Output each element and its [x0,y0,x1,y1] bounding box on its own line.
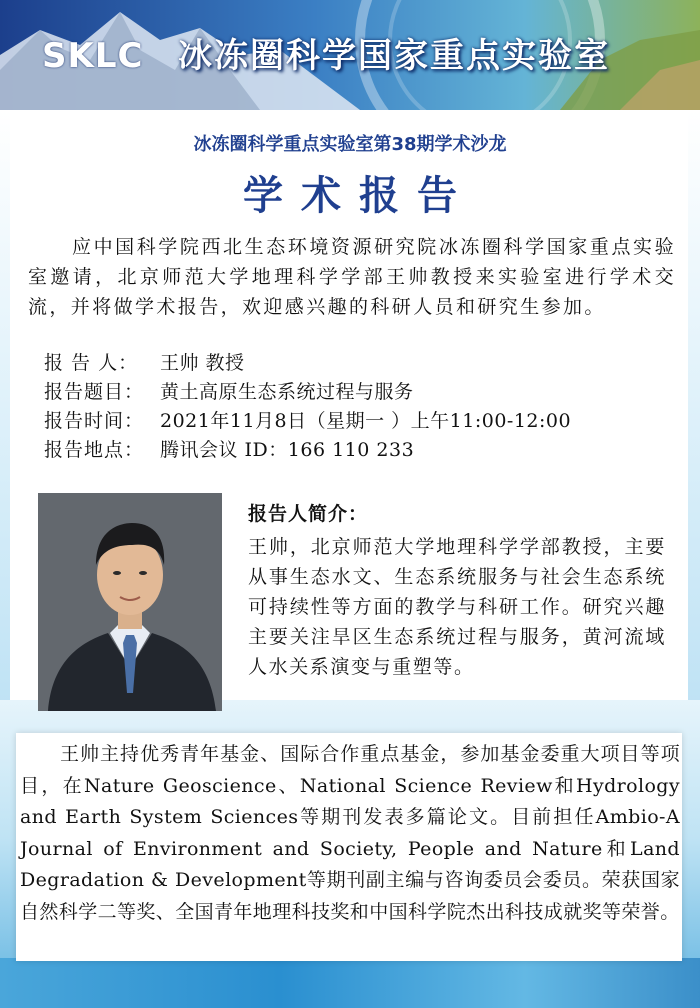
speaker-photo [38,493,222,711]
report-info [44,349,664,465]
info-label: 报告时间： [44,410,145,432]
bottom-bar [0,958,700,1008]
intro-paragraph: 应中国科学院西北生态环境资源研究院冰冻圈科学国家重点实验室邀请，北京师范大学地理科学学部王帅教授来实验室进行学术交流，并将做学术报告，欢迎感兴趣的科研人员和研究生参加。 [28,236,676,318]
speaker-portrait-icon [38,493,222,711]
bio-paragraph: 王帅，北京师范大学地理科学学部教授，主要从事生态水文、生态系统服务与社会生态系统可持续性等方面的教学与科研工作。研究兴趣主要关注旱区生态系统过程与服务，黄河流域人水关系演变与重塑等。 [248,536,666,678]
info-label: 报 告 人： [44,352,139,374]
logo-text: SKLC [42,36,144,76]
info-time [44,407,664,436]
info-value: 2021年11月8日（星期一 ）上午11:00-12:00 [160,410,572,432]
info-label: 报告题目： [44,381,145,403]
info-label: 报告地点： [44,439,145,461]
page-title: 学术报告 [243,173,475,219]
info-value: 腾讯会议 ID：166 110 233 [160,439,415,461]
info-value: 王帅 教授 [160,352,245,374]
header-banner [0,0,700,110]
sklc-logo [42,32,164,80]
info-location [44,436,664,465]
lab-name: 冰冻圈科学国家重点实验室 [178,36,610,76]
achievements-paragraph: 王帅主持优秀青年基金、国际合作重点基金，参加基金委重大项目等项目，在Nature Geoscience、National Science Review和Hydrology and Earth System Sciences等期刊发表多篇论文。目前担任Ambio-A Journal of Environment and Society, People and Nature和Land Degradation & Development等期刊副主编与咨询委员会委员。荣获国家自然科学二等奖、全国青年地理科技奖和中国科学院杰出科技成就奖等荣誉。 [20,743,680,923]
info-value: 黄土高原生态系统过程与服务 [160,381,414,403]
info-speaker [44,349,664,378]
info-topic [44,378,664,407]
salon-subtitle: 冰冻圈科学重点实验室第38期学术沙龙 [193,134,507,155]
bio-heading: 报告人简介： [248,503,369,525]
